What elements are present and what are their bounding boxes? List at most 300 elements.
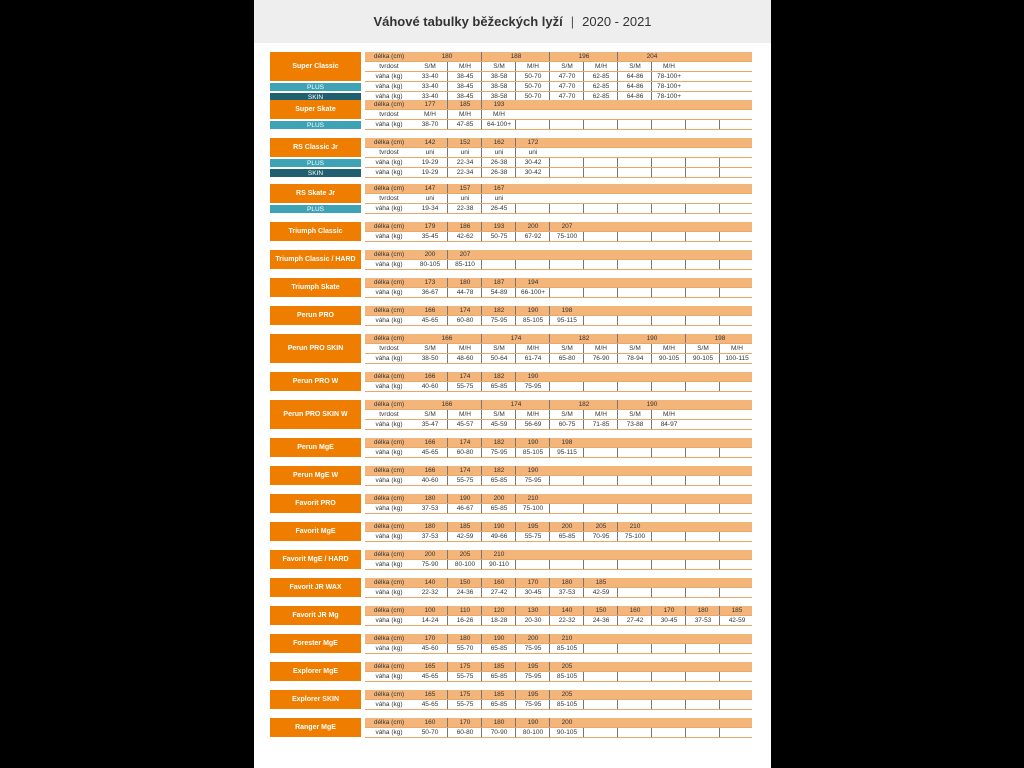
length-value: 190	[515, 718, 550, 727]
weight-value: 45-65	[421, 449, 439, 456]
weight-value	[583, 504, 618, 513]
weight-value	[685, 532, 720, 541]
weight-label: váha (kg)	[375, 421, 403, 428]
weight-value: 22-38	[447, 204, 482, 213]
weight-value	[549, 158, 584, 167]
length-row	[365, 184, 752, 194]
stiffness-row	[365, 410, 752, 420]
weight-value: 64-86	[617, 92, 652, 101]
weight-value: 37-53	[685, 616, 720, 625]
weight-value: 85-105	[549, 700, 584, 709]
weight-row	[365, 532, 752, 542]
model-name: Perun MgE W	[270, 466, 361, 485]
weight-value: 55-75	[515, 532, 550, 541]
weight-row	[365, 700, 752, 710]
length-value: 157	[447, 184, 482, 193]
weight-label: váha (kg)	[375, 645, 403, 652]
length-value: 190	[617, 400, 686, 409]
stiffness-value: M/H	[447, 62, 482, 71]
weight-value	[617, 382, 652, 391]
weight-value	[651, 728, 686, 737]
weight-value: 19-34	[421, 205, 439, 212]
stiffness-value: M/H	[515, 410, 550, 419]
weight-value	[617, 588, 652, 597]
tag-plus: PLUS	[270, 83, 361, 91]
length-label: délka (cm)	[373, 251, 405, 258]
weight-value: 64-86	[617, 82, 652, 91]
stiffness-value: S/M	[424, 411, 436, 418]
length-value: 186	[447, 222, 482, 231]
weight-label: váha (kg)	[375, 205, 403, 212]
weight-value: 75-95	[515, 476, 550, 485]
weight-row	[365, 448, 752, 458]
weight-value	[549, 476, 584, 485]
length-value: 180	[481, 718, 516, 727]
length-row	[365, 138, 752, 148]
weight-value: 80-100	[447, 560, 482, 569]
weight-value	[583, 260, 618, 269]
length-value: 166	[441, 401, 453, 408]
model-table	[269, 438, 753, 458]
weight-value	[651, 644, 686, 653]
length-value: 150	[583, 606, 618, 615]
model-name: Favorit MgE	[270, 522, 361, 541]
weight-value: 65-85	[481, 382, 516, 391]
length-value: 170	[651, 606, 686, 615]
weight-value: 75-100	[617, 532, 652, 541]
weight-value: 62-85	[583, 92, 618, 101]
length-value: 185	[447, 522, 482, 531]
tag-plus: PLUS	[270, 159, 361, 167]
stiffness-label: tvrdost	[379, 195, 399, 202]
weight-value: 40-60	[421, 383, 439, 390]
stiffness-row	[365, 110, 752, 120]
weight-value	[685, 448, 720, 457]
length-value: 204	[617, 52, 686, 61]
weight-label: váha (kg)	[375, 233, 403, 240]
weight-label: váha (kg)	[375, 383, 403, 390]
stiffness-value: S/M	[481, 410, 516, 419]
weight-value: 62-85	[583, 72, 618, 81]
weight-value	[719, 288, 754, 297]
weight-label: váha (kg)	[375, 289, 403, 296]
weight-row	[365, 588, 752, 598]
weight-row	[365, 616, 752, 626]
length-value: 200	[515, 222, 550, 231]
stiffness-label: tvrdost	[379, 411, 399, 418]
weight-value: 48-60	[447, 354, 482, 363]
length-row	[365, 522, 752, 532]
weight-value: 50-70	[515, 72, 550, 81]
weight-value	[583, 700, 618, 709]
stiffness-label: tvrdost	[379, 111, 399, 118]
weight-value: 85-105	[549, 672, 584, 681]
length-row	[365, 334, 752, 344]
length-row	[365, 634, 752, 644]
length-value: 120	[481, 606, 516, 615]
weight-value: 16-26	[447, 616, 482, 625]
weight-value: 65-85	[481, 700, 516, 709]
weight-value	[617, 560, 652, 569]
weight-value: 18-28	[481, 616, 516, 625]
weight-value: 54-89	[481, 288, 516, 297]
weight-label: váha (kg)	[375, 169, 403, 176]
weight-value	[651, 382, 686, 391]
length-label: délka (cm)	[373, 467, 405, 474]
length-value: 190	[515, 438, 550, 447]
length-value: 152	[447, 138, 482, 147]
length-label: délka (cm)	[373, 185, 405, 192]
weight-value	[719, 316, 754, 325]
model-name: Favorit MgE / HARD	[270, 550, 361, 569]
length-value: 173	[424, 279, 436, 286]
length-value: 190	[515, 372, 550, 381]
model-name: Perun MgE	[270, 438, 361, 457]
weight-value	[719, 204, 754, 213]
length-value: 185	[583, 578, 618, 587]
model-table	[269, 184, 753, 214]
weight-value	[719, 476, 754, 485]
weight-value: 55-75	[447, 700, 482, 709]
stiffness-value: uni	[481, 148, 516, 157]
weight-label: váha (kg)	[375, 561, 403, 568]
weight-row	[365, 158, 752, 168]
stiffness-value: M/H	[583, 62, 618, 71]
weight-value: 42-59	[719, 616, 754, 625]
weight-value: 30-45	[651, 616, 686, 625]
weight-label: váha (kg)	[375, 533, 403, 540]
weight-value	[685, 700, 720, 709]
weight-value	[651, 168, 686, 177]
weight-value	[617, 288, 652, 297]
weight-value: 45-65	[421, 673, 439, 680]
weight-value: 47-70	[549, 92, 584, 101]
length-row	[365, 372, 752, 382]
weight-row	[365, 476, 752, 486]
weight-value: 47-70	[549, 72, 584, 81]
weight-value: 44-78	[447, 288, 482, 297]
length-label: délka (cm)	[373, 439, 405, 446]
weight-value: 80-105	[419, 261, 441, 268]
stiffness-value: M/H	[583, 410, 618, 419]
weight-value: 42-59	[583, 588, 618, 597]
weight-value: 55-75	[447, 382, 482, 391]
weight-row	[365, 644, 752, 654]
title-separator: |	[570, 14, 575, 29]
model-table	[269, 222, 753, 242]
stiffness-value: M/H	[651, 62, 686, 71]
weight-value	[617, 672, 652, 681]
weight-value: 70-95	[583, 532, 618, 541]
weight-value: 60-80	[447, 728, 482, 737]
length-value: 172	[515, 138, 550, 147]
stiffness-value: M/H	[515, 62, 550, 71]
weight-value: 50-64	[481, 354, 516, 363]
length-label: délka (cm)	[373, 279, 405, 286]
length-value: 210	[481, 550, 516, 559]
stiffness-label: tvrdost	[379, 149, 399, 156]
length-value: 182	[549, 400, 618, 409]
model-table	[269, 606, 753, 626]
weight-value: 45-59	[481, 420, 516, 429]
length-value: 200	[481, 494, 516, 503]
weight-label: váha (kg)	[375, 617, 403, 624]
length-label: délka (cm)	[373, 335, 405, 342]
weight-row	[365, 82, 752, 92]
length-value: 190	[447, 494, 482, 503]
weight-row	[365, 420, 752, 430]
length-label: délka (cm)	[373, 373, 405, 380]
weight-value: 90-105	[651, 354, 686, 363]
weight-value: 24-36	[583, 616, 618, 625]
weight-value	[617, 448, 652, 457]
model-table	[269, 690, 753, 710]
length-value: 174	[447, 438, 482, 447]
length-value: 200	[549, 522, 584, 531]
weight-value: 38-58	[481, 72, 516, 81]
weight-value	[583, 560, 618, 569]
length-value: 174	[481, 334, 550, 343]
weight-value	[515, 204, 550, 213]
stiffness-row	[365, 194, 752, 204]
weight-value: 75-95	[515, 700, 550, 709]
length-label: délka (cm)	[373, 551, 405, 558]
stiffness-value: M/H	[515, 344, 550, 353]
weight-value: 38-45	[447, 92, 482, 101]
weight-value: 78-100+	[651, 92, 686, 101]
length-value: 180	[447, 278, 482, 287]
weight-value: 24-36	[447, 588, 482, 597]
weight-value: 35-47	[421, 421, 439, 428]
stiffness-value: M/H	[447, 110, 482, 119]
length-value: 205	[549, 662, 584, 671]
length-value: 174	[447, 466, 482, 475]
weight-value	[719, 560, 754, 569]
length-value: 142	[424, 139, 436, 146]
length-value: 185	[719, 606, 754, 615]
weight-label: váha (kg)	[375, 83, 403, 90]
length-label: délka (cm)	[373, 53, 405, 60]
weight-value: 19-29	[421, 159, 439, 166]
weight-value: 26-38	[481, 168, 516, 177]
weight-row	[365, 382, 752, 392]
length-label: délka (cm)	[373, 691, 405, 698]
length-value: 190	[515, 466, 550, 475]
weight-value: 40-60	[421, 477, 439, 484]
weight-value	[617, 168, 652, 177]
weight-value: 65-80	[549, 354, 584, 363]
weight-value	[549, 260, 584, 269]
stiffness-row	[365, 148, 752, 158]
model-name: Ranger MgE	[270, 718, 361, 737]
length-value: 147	[424, 185, 436, 192]
length-value: 100	[424, 607, 436, 614]
weight-value	[617, 316, 652, 325]
weight-label: váha (kg)	[375, 121, 403, 128]
length-value: 160	[481, 578, 516, 587]
stiffness-value: S/M	[617, 344, 652, 353]
model-name: Triumph Skate	[270, 278, 361, 297]
weight-value: 60-80	[447, 448, 482, 457]
weight-value	[583, 382, 618, 391]
length-value: 194	[515, 278, 550, 287]
stiffness-value: S/M	[685, 344, 720, 353]
stiffness-value: S/M	[617, 410, 652, 419]
weight-row	[365, 260, 752, 270]
weight-value: 45-65	[421, 317, 439, 324]
length-row	[365, 250, 752, 260]
model-table	[269, 494, 753, 514]
weight-value	[583, 316, 618, 325]
length-value: 200	[515, 634, 550, 643]
weight-value	[719, 382, 754, 391]
length-value: 180	[447, 634, 482, 643]
length-row	[365, 550, 752, 560]
length-value: 193	[481, 100, 516, 109]
weight-value	[515, 120, 550, 129]
weight-value: 65-85	[481, 672, 516, 681]
length-value: 182	[549, 334, 618, 343]
stiffness-value: S/M	[424, 345, 436, 352]
length-value: 175	[447, 662, 482, 671]
model-table	[269, 466, 753, 486]
weight-value	[685, 728, 720, 737]
weight-value: 56-69	[515, 420, 550, 429]
weight-label: váha (kg)	[375, 449, 403, 456]
weight-value: 84-97	[651, 420, 686, 429]
length-value: 166	[424, 439, 436, 446]
weight-value	[685, 168, 720, 177]
weight-value	[651, 232, 686, 241]
weight-value	[685, 560, 720, 569]
weight-value: 38-70	[421, 121, 439, 128]
weight-value	[583, 644, 618, 653]
length-row	[365, 278, 752, 288]
weight-value	[651, 448, 686, 457]
weight-value	[719, 728, 754, 737]
weight-value	[685, 476, 720, 485]
length-value: 200	[424, 251, 436, 258]
stiffness-value: S/M	[481, 62, 516, 71]
weight-value: 22-32	[549, 616, 584, 625]
weight-value	[583, 168, 618, 177]
weight-value	[719, 120, 754, 129]
weight-value: 65-85	[481, 644, 516, 653]
weight-value: 35-45	[421, 233, 439, 240]
weight-value	[617, 204, 652, 213]
weight-value: 37-53	[421, 505, 439, 512]
weight-value: 60-75	[549, 420, 584, 429]
weight-value	[685, 382, 720, 391]
length-value: 205	[447, 550, 482, 559]
length-value: 185	[481, 662, 516, 671]
weight-row	[365, 168, 752, 178]
weight-value	[651, 158, 686, 167]
weight-value: 45-57	[447, 420, 482, 429]
length-label: délka (cm)	[373, 523, 405, 530]
length-label: délka (cm)	[373, 401, 405, 408]
length-label: délka (cm)	[373, 101, 405, 108]
weight-value	[549, 560, 584, 569]
weight-value	[719, 158, 754, 167]
weight-value	[617, 504, 652, 513]
length-value: 205	[549, 690, 584, 699]
model-name: Forester MgE	[270, 634, 361, 653]
length-value: 182	[481, 372, 516, 381]
length-value: 166	[424, 307, 436, 314]
weight-value: 75-95	[481, 316, 516, 325]
weight-value: 26-45	[481, 204, 516, 213]
model-name: RS Skate Jr	[270, 184, 361, 203]
weight-value	[651, 504, 686, 513]
weight-value: 37-53	[421, 533, 439, 540]
length-label: délka (cm)	[373, 139, 405, 146]
weight-value	[651, 260, 686, 269]
length-value: 166	[424, 467, 436, 474]
stiffness-value: S/M	[549, 344, 584, 353]
stiffness-row	[365, 344, 752, 354]
weight-value	[685, 232, 720, 241]
weight-value	[651, 476, 686, 485]
stiffness-value: S/M	[549, 410, 584, 419]
weight-value: 100-115	[719, 354, 754, 363]
weight-value: 45-60	[421, 645, 439, 652]
stiffness-label: tvrdost	[379, 345, 399, 352]
stiffness-value: M/H	[447, 410, 482, 419]
weight-row	[365, 728, 752, 738]
weight-label: váha (kg)	[375, 701, 403, 708]
weight-value: 55-75	[447, 672, 482, 681]
length-value: 187	[481, 278, 516, 287]
weight-value	[583, 476, 618, 485]
weight-value	[617, 644, 652, 653]
weight-value	[549, 204, 584, 213]
weight-value: 42-59	[447, 532, 482, 541]
model-table	[269, 400, 753, 430]
weight-row	[365, 204, 752, 214]
length-value: 140	[424, 579, 436, 586]
weight-value	[481, 260, 516, 269]
model-name: Triumph Classic / HARD	[270, 250, 361, 269]
weight-value: 47-70	[549, 82, 584, 91]
weight-value: 78-100+	[651, 82, 686, 91]
weight-value: 66-100+	[515, 288, 550, 297]
length-label: délka (cm)	[373, 719, 405, 726]
weight-row	[365, 354, 752, 364]
weight-value: 27-42	[481, 588, 516, 597]
length-value: 170	[447, 718, 482, 727]
weight-value: 36-67	[421, 289, 439, 296]
tag-plus: PLUS	[270, 121, 361, 129]
length-value: 200	[424, 551, 436, 558]
weight-value: 90-105	[549, 728, 584, 737]
weight-value: 75-90	[421, 561, 439, 568]
title-years: 2020 - 2021	[582, 14, 652, 29]
weight-value: 30-42	[515, 158, 550, 167]
weight-value	[719, 448, 754, 457]
length-value: 195	[515, 522, 550, 531]
weight-row	[365, 316, 752, 326]
model-table	[269, 100, 753, 130]
weight-value: 50-70	[515, 92, 550, 101]
length-value: 160	[424, 719, 436, 726]
weight-value: 67-92	[515, 232, 550, 241]
weight-value	[549, 504, 584, 513]
weight-value: 22-34	[447, 158, 482, 167]
weight-value	[685, 158, 720, 167]
weight-label: váha (kg)	[375, 73, 403, 80]
weight-value	[719, 260, 754, 269]
